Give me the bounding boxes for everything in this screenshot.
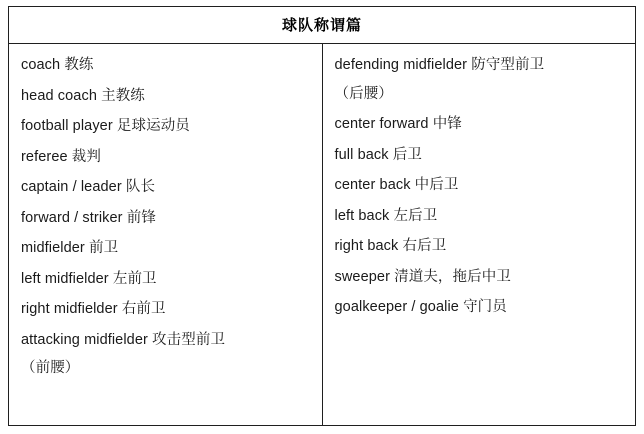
list-item: left midfielder 左前卫: [21, 270, 157, 287]
list-item: left back 左后卫: [334, 207, 438, 224]
list-item: center back 中后卫: [334, 177, 459, 193]
left-term-list: [21, 50, 312, 384]
list-item: midfielder 前卫: [21, 240, 119, 256]
page-title: 球队称谓篇: [9, 7, 636, 44]
vocabulary-table: [8, 6, 636, 426]
list-item: captain / leader 队长: [21, 179, 156, 195]
list-item: attacking midfielder 攻击型前卫: [21, 331, 226, 348]
list-item: referee 裁判: [21, 148, 101, 165]
list-item: goalkeeper / goalie 守门员: [334, 299, 507, 315]
list-item: coach 教练: [21, 57, 94, 73]
right-column-cell: [322, 44, 636, 426]
list-item: center forward 中锋: [334, 116, 462, 132]
left-column-cell: [9, 44, 323, 426]
list-item: football player 足球运动员: [21, 118, 190, 134]
table-content-row: [9, 44, 636, 426]
list-item: forward / striker 前锋: [21, 209, 156, 226]
list-item-continuation: （前腰）: [21, 360, 80, 376]
list-item: full back 后卫: [334, 146, 422, 163]
list-item: head coach 主教练: [21, 87, 145, 104]
list-item: right back 右后卫: [334, 238, 447, 254]
list-item: defending midfielder 防守型前卫: [334, 57, 545, 73]
list-item: sweeper 清道夫，拖后中卫: [334, 268, 511, 285]
right-term-list: [335, 50, 626, 323]
list-item: right midfielder 右前卫: [21, 301, 166, 317]
table-title-row: [9, 7, 636, 44]
list-item-continuation: （后腰）: [334, 85, 393, 102]
